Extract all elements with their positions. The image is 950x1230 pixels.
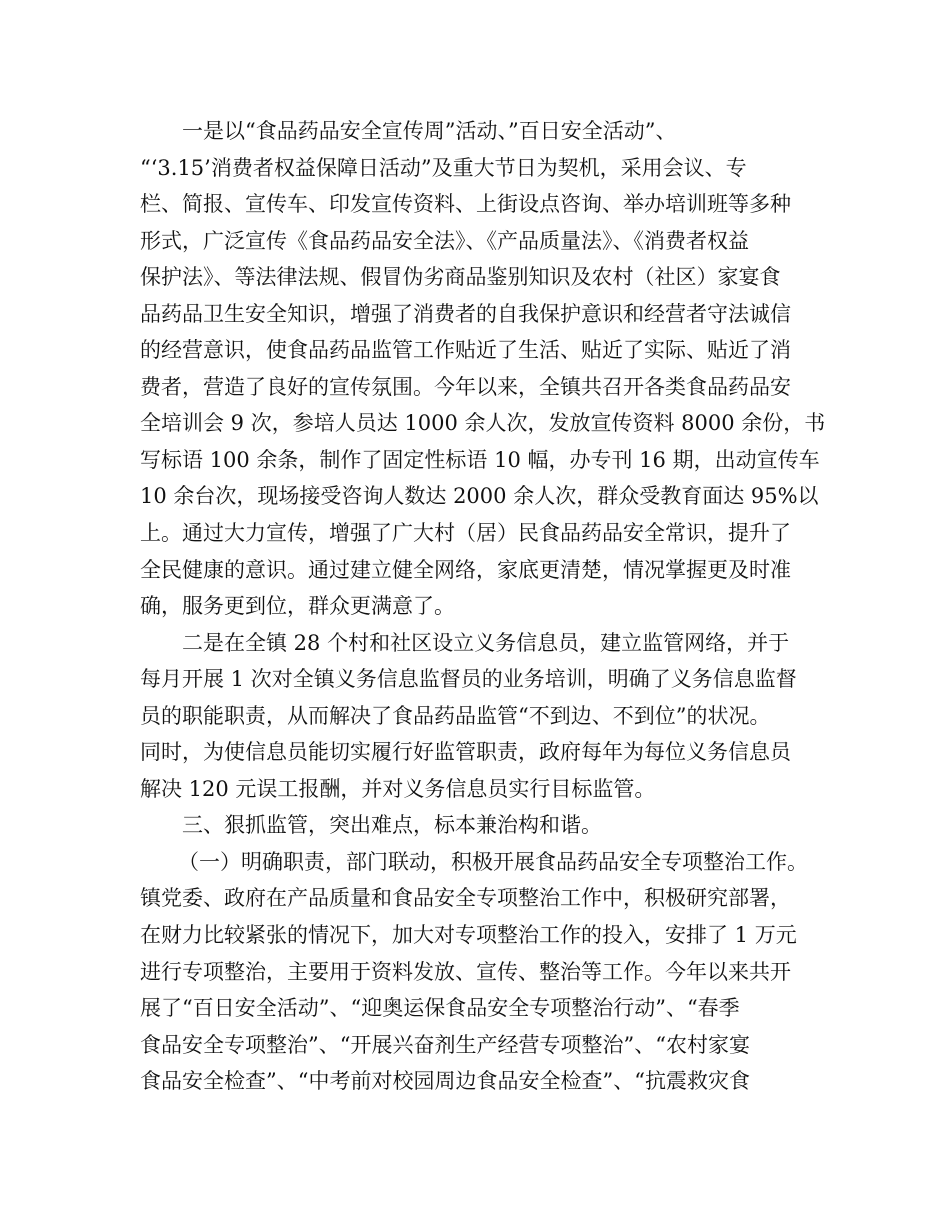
- paragraph-line: 员的职能职责，从而解决了食品药品监管“不到边、不到位”的状况。: [140, 703, 771, 728]
- paragraph-line: 10 余台次，现场接受咨询人数达 2000 余人次，群众受教育面达 95%以: [140, 484, 819, 509]
- paragraph-line: 品药品卫生安全知识，增强了消费者的自我保护意识和经营者守法诚信: [140, 301, 791, 326]
- section-heading: 三、狠抓监管，突出难点，标本兼治构和谐。: [182, 813, 602, 838]
- paragraph-line: 一是以“食品药品安全宣传周”活动、”百日安全活动”、: [182, 119, 677, 143]
- subsection-heading: （一）明确职责，部门联动，积极开展食品药品安全专项整治工作。: [178, 849, 808, 874]
- paragraph-line: 解决 120 元误工报酬，并对义务信息员实行目标监管。: [140, 776, 656, 801]
- body-text: [140, 113, 830, 1100]
- paragraph-line: 食品安全专项整治”、“开展兴奋剂生产经营专项整治”、“农村家宴: [140, 1032, 750, 1057]
- paragraph-line: 二是在全镇 28 个村和社区设立义务信息员，建立监管网络，并于: [182, 630, 790, 655]
- paragraph-line: 上。通过大力宣传，增强了广大村（居）民食品药品安全常识，提升了: [140, 521, 791, 546]
- paragraph-line: 写标语 100 余条，制作了固定性标语 10 幅，办专刊 16 期，出动宣传车: [140, 447, 820, 472]
- paragraph-line: 的经营意识，使食品药品监管工作贴近了生活、贴近了实际、贴近了消: [140, 338, 791, 363]
- paragraph-line: 全培训会 9 次，参培人员达 1000 余人次，发放宣传资料 8000 余份，书: [140, 411, 826, 436]
- paragraph-line: 展了“百日安全活动”、“迎奥运保食品安全专项整治行动”、“春季: [140, 996, 740, 1021]
- paragraph-line: 栏、简报、宣传车、印发宣传资料、上街设点咨询、举办培训班等多种: [140, 192, 791, 217]
- paragraph-line: 保护法》、等法律法规、假冒伪劣商品鉴别知识及农村（社区）家宴食: [140, 265, 781, 290]
- paragraph-line: 确，服务更到位，群众更满意了。: [140, 594, 455, 619]
- paragraph-line: 全民健康的意识。通过建立健全网络，家底更清楚，情况掌握更及时准: [140, 557, 791, 582]
- paragraph-line: 镇党委、政府在产品质量和食品安全专项整治工作中，积极研究部署，: [140, 886, 791, 911]
- paragraph-line: 食品安全检查”、“中考前对校园周边食品安全检查”、“抗震救灾食: [140, 1069, 750, 1094]
- paragraph-line: 每月开展 1 次对全镇义务信息监督员的业务培训，明确了义务信息监督: [140, 667, 797, 692]
- paragraph-line: “‘3.15’消费者权益保障日活动”及重大节日为契机，采用会议、专: [140, 155, 747, 180]
- paragraph-line: 形式，广泛宣传《食品药品安全法》、《产品质量法》、《消费者权益: [140, 228, 749, 253]
- paragraph-line: 费者，营造了良好的宣传氛围。今年以来，全镇共召开各类食品药品安: [140, 374, 791, 399]
- paragraph-line: 进行专项整治，主要用于资料发放、宣传、整治等工作。今年以来共开: [140, 959, 791, 984]
- paragraph-line: 在财力比较紧张的情况下，加大对专项整治工作的投入，安排了 1 万元: [140, 923, 797, 948]
- paragraph-line: 同时，为使信息员能切实履行好监管职责，政府每年为每位义务信息员: [140, 740, 791, 765]
